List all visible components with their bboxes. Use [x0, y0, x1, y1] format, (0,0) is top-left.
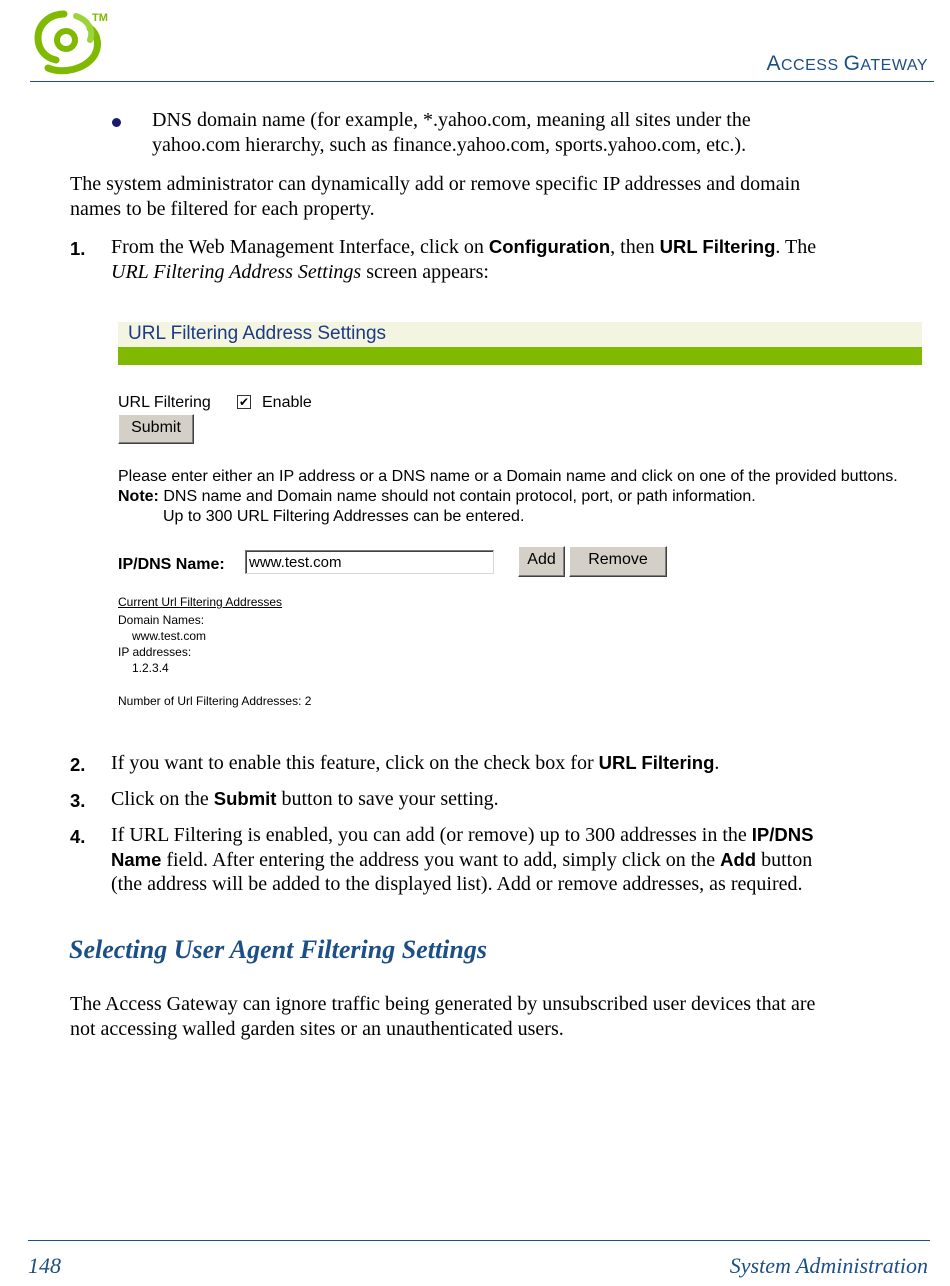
note-text: Note: DNS name and Domain name should not contain protocol, port, or path information. — [118, 488, 756, 505]
trademark-mark: TM — [92, 12, 108, 24]
bullet-marker — [112, 118, 121, 127]
ip-address-item: 1.2.3.4 — [132, 661, 169, 675]
url-filtering-label: URL Filtering — [118, 394, 211, 411]
ip-addresses-label: IP addresses: — [118, 645, 192, 659]
ip-dns-input[interactable]: www.test.com — [245, 550, 494, 574]
header-divider — [30, 81, 934, 82]
bullet-text: DNS domain name (for example, *.yahoo.com, meaning all sites under the yahoo.com hierarchy, such as finance.yahoo.com, sports.yahoo.com, etc.). — [152, 109, 751, 156]
domain-names-label: Domain Names: — [118, 613, 205, 627]
step-4-text: If URL Filtering is enabled, you can add (or remove) up to 300 addresses in the IP/DNS Name field. After entering the address you want to add, simply click on the Add button (the address will be added to the displayed list). Add or remove addresses, as required. — [111, 824, 814, 895]
page-number: 148 — [28, 1253, 61, 1278]
submit-button[interactable]: Submit — [118, 414, 194, 444]
step-1-text: From the Web Management Interface, click on Configuration, then URL Filtering. The URL Filtering Address Settings screen appears: — [111, 236, 817, 283]
section-heading: Selecting User Agent Filtering Settings — [69, 935, 487, 964]
current-addresses-heading: Current Url Filtering Addresses — [118, 595, 283, 609]
header-title: ACCESS GATEWAY — [766, 52, 928, 75]
screen-title: URL Filtering Address Settings — [128, 323, 387, 344]
add-button[interactable]: Add — [518, 546, 565, 577]
intro-paragraph: The system administrator can dynamically add or remove specific IP addresses and domain names to be filtered for each property. — [70, 173, 801, 220]
company-logo — [30, 8, 110, 76]
note-limit-text: Up to 300 URL Filtering Addresses can be entered. — [163, 508, 525, 525]
footer-divider — [28, 1240, 930, 1241]
step-3-text: Click on the Submit button to save your setting. — [111, 788, 499, 810]
ip-dns-label: IP/DNS Name: — [118, 556, 225, 573]
instructions-text: Please enter either an IP address or a DNS name or a Domain name and click on one of the provided buttons. — [118, 468, 898, 485]
step-number: 3. — [70, 790, 86, 811]
green-banner — [118, 347, 922, 365]
section-paragraph: The Access Gateway can ignore traffic being generated by unsubscribed user devices that are not accessing walled garden sites or an unauthenticated users. — [70, 993, 816, 1040]
chapter-title: System Administration — [729, 1253, 928, 1278]
step-number: 2. — [70, 754, 86, 775]
enable-label: Enable — [262, 394, 312, 411]
domain-name-item: www.test.com — [132, 629, 207, 643]
step-2-text: If you want to enable this feature, click on the check box for URL Filtering. — [111, 752, 720, 774]
address-count: Number of Url Filtering Addresses: 2 — [118, 694, 312, 708]
remove-button[interactable]: Remove — [569, 546, 667, 577]
enable-checkbox[interactable]: ✔ — [238, 395, 250, 409]
step-number: 1. — [70, 238, 86, 259]
step-number: 4. — [70, 826, 86, 847]
